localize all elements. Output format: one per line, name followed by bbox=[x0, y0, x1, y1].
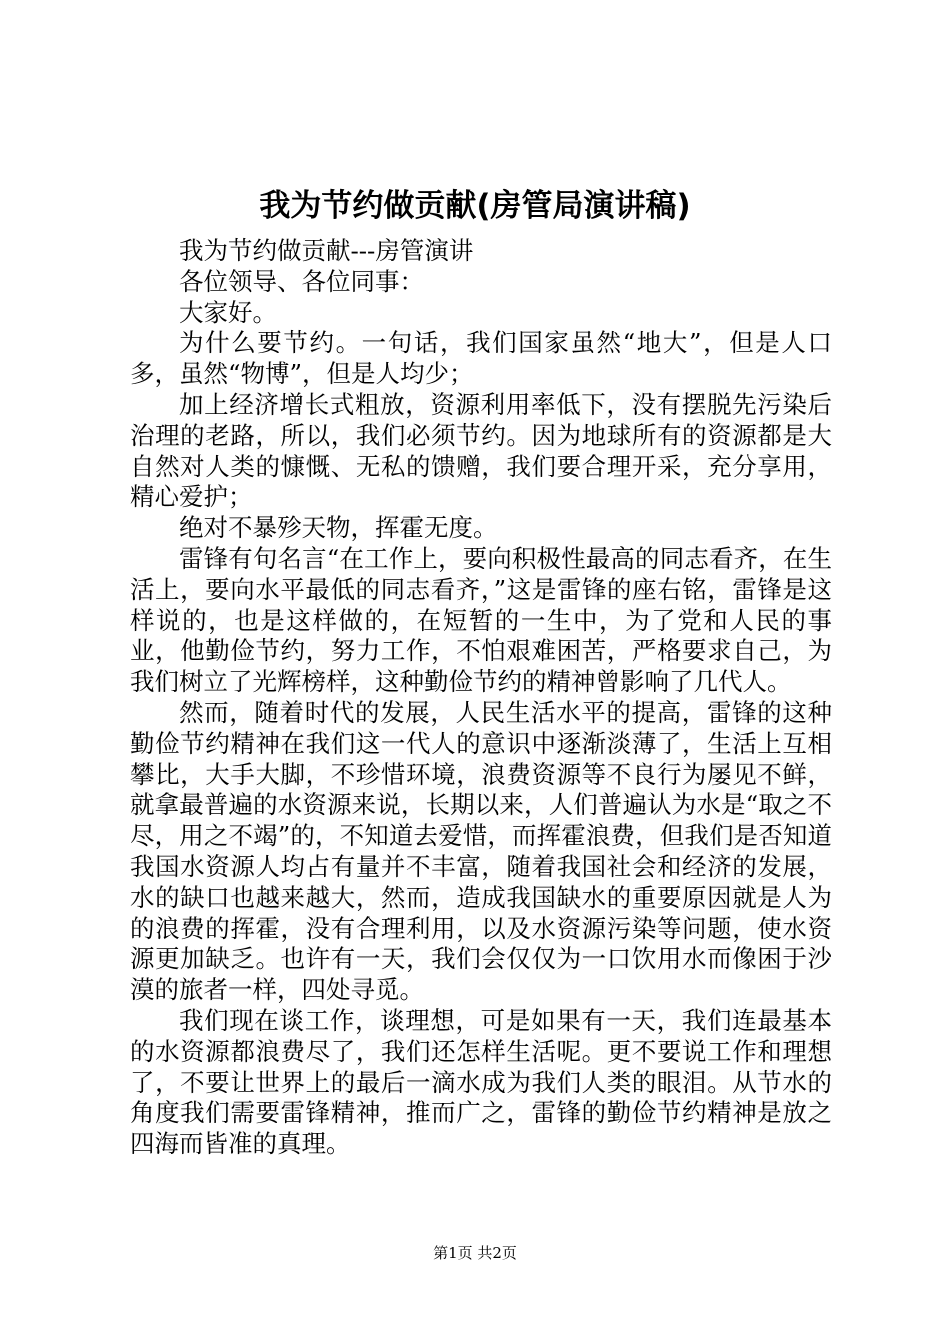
paragraph: 我们现在谈工作，谈理想，可是如果有一天，我们连最基本的水资源都浪费尽了，我们还怎样生活呢。更不要说工作和理想了，不要让世界上的最后一滴水成为我们人类的眼泪。从节水的角度我们需要雷锋精神，推而广之，雷锋的勤俭节约精神是放之四海而皆准的真理。 bbox=[130, 1005, 832, 1159]
document-body bbox=[130, 236, 832, 1160]
paragraph: 雷锋有句名言“在工作上，要向积极性最高的同志看齐，在生活上，要向水平最低的同志看齐，”这是雷锋的座右铭，雷锋是这样说的，也是这样做的，在短暂的一生中，为了党和人民的事业，他勤俭节约，努力工作，不怕艰难困苦，严格要求自己，为我们树立了光辉榜样，这种勤俭节约的精神曾影响了几代人。 bbox=[130, 543, 832, 697]
paragraph: 为什么要节约。一句话，我们国家虽然“地大”，但是人口多，虽然“物博”，但是人均少； bbox=[130, 328, 832, 389]
paragraph: 然而，随着时代的发展，人民生活水平的提高，雷锋的这种勤俭节约精神在我们这一代人的意识中逐渐淡薄了，生活上互相攀比，大手大脚，不珍惜环境，浪费资源等不良行为屡见不鲜，就拿最普遍的水资源来说，长期以来，人们普遍认为水是“取之不尽，用之不竭”的，不知道去爱惜，而挥霍浪费，但我们是否知道我国水资源人均占有量并不丰富，随着我国社会和经济的发展，水的缺口也越来越大，然而，造成我国缺水的重要原因就是人为的浪费的挥霍，没有合理利用，以及水资源污染等问题，使水资源更加缺乏。也许有一天，我们会仅仅为一口饮用水而像困于沙漠的旅者一样，四处寻觅。 bbox=[130, 697, 832, 1005]
paragraph: 绝对不暴殄天物，挥霍无度。 bbox=[179, 513, 498, 543]
page-footer: 第1页 共2页 bbox=[433, 1244, 517, 1262]
paragraph-salutation: 各位领导、各位同事： bbox=[179, 266, 424, 296]
paragraph-subtitle: 我为节约做贡献---房管演讲 bbox=[179, 236, 474, 265]
paragraph: 加上经济增长式粗放，资源利用率低下，没有摆脱先污染后治理的老路，所以，我们必须节约。因为地球所有的资源都是大自然对人类的慷慨、无私的馈赠，我们要合理开采，充分享用，精心爱护； bbox=[130, 389, 832, 512]
paragraph-greeting: 大家好。 bbox=[179, 297, 277, 327]
page-title: 我为节约做贡献(房管局演讲稿) bbox=[259, 188, 691, 224]
